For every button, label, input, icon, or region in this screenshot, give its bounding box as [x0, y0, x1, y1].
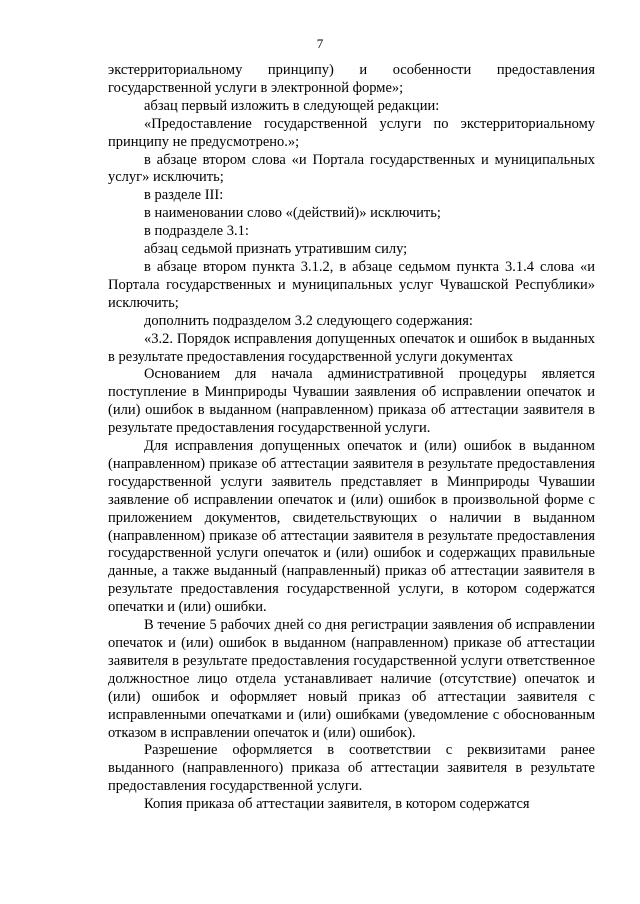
paragraph: в разделе III:	[144, 187, 224, 204]
paragraph: В течение 5 рабочих дней со дня регистрации заявления об исправлении опечаток и (или) ошибок в выданном (направленном) приказе об аттестации заявителя в результате предоставления государственной услуги ответственное должностное лицо отдела устанавливает наличие (отсутствие) опечаток и (или) ошибок и оформляет новый приказ об аттестации заявителя с исправленными опечатками и (или) ошибками (уведомление с обоснованным отказом в исправлении опечаток и (или) ошибок).	[108, 617, 595, 741]
paragraph: в абзаце втором слова «и Портала государственных и муниципальных услуг» исключить;	[108, 151, 595, 186]
paragraph: в наименовании слово «(действий)» исключить;	[144, 205, 441, 222]
paragraph: Для исправления допущенных опечаток и (или) ошибок в выданном (направленном) приказе об аттестации заявителя в результате предоставления государственной услуги заявитель представляет в Минприроды Чувашии заявление об исправлении опечаток и (или) ошибок в произвольной форме с приложением документов, свидетельствующих о наличии в выданном (направленном) приказе об аттестации заявителя в результате предоставления государственной услуги опечаток и (или) ошибок и содержащих правильные данные, а также выданный (направленный) приказ об аттестации заявителя в результате предоставления государственной услуги, в котором содержатся опечатки и (или) ошибки.	[108, 438, 595, 616]
document-body	[108, 62, 595, 814]
paragraph: абзац первый изложить в следующей редакции:	[144, 97, 440, 114]
paragraph: дополнить подразделом 3.2 следующего содержания:	[144, 312, 473, 329]
paragraph: в абзаце втором пункта 3.1.2, в абзаце седьмом пункта 3.1.4 слова «и Портала государственных и муниципальных услуг Чувашской Республики» исключить;	[108, 258, 595, 311]
paragraph: Основанием для начала административной процедуры является поступление в Минприроды Чувашии заявления об исправлении опечаток и (или) ошибок в выданном (направленном) приказа об аттестации заявителя в результате предоставления государственной услуги.	[108, 366, 595, 437]
page-number: 7	[316, 36, 324, 51]
paragraph: Разрешение оформляется в соответствии с реквизитами ранее выданного (направленного) приказа об аттестации заявителя в результате предоставления государственной услуги.	[108, 742, 595, 795]
paragraph: абзац седьмой признать утратившим силу;	[144, 241, 408, 258]
paragraph: экстерриториальному принципу) и особенности предоставления государственной услуги в электронной форме»;	[108, 62, 595, 96]
section-heading: «3.2. Порядок исправления допущенных опечаток и ошибок в выданных в результате предоставления государственной услуги документах	[108, 330, 595, 365]
paragraph: «Предоставление государственной услуги по экстерриториальному принципу не предусмотрено.»;	[108, 115, 595, 150]
paragraph: в подразделе 3.1:	[144, 223, 249, 240]
paragraph: Копия приказа об аттестации заявителя, в котором содержатся	[144, 796, 530, 813]
